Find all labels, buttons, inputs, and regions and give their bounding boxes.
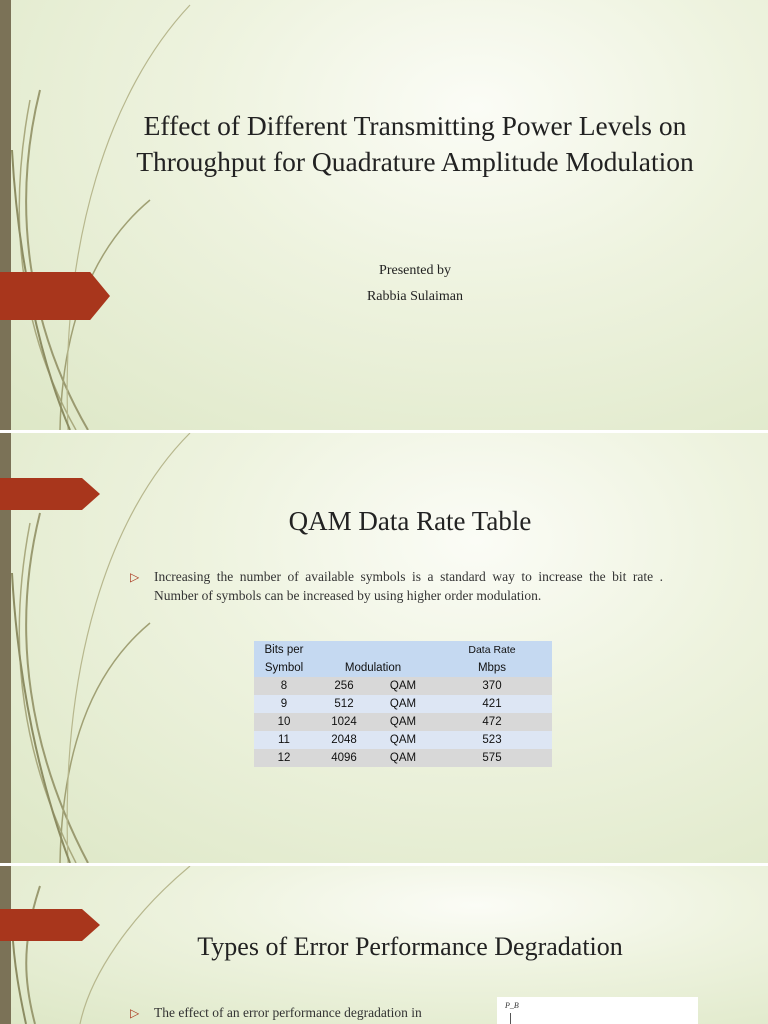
cell-rate: 421 <box>432 695 552 713</box>
slide-title: Types of Error Performance Degradation <box>197 932 623 961</box>
cell-type: QAM <box>374 731 432 749</box>
header-modulation: Modulation <box>314 659 432 677</box>
cell-bits: 9 <box>254 695 314 713</box>
bullet-item <box>130 1003 490 1022</box>
header-mbps: Mbps <box>432 659 552 677</box>
table-row <box>254 695 552 713</box>
slide-edge-bar <box>0 866 11 1024</box>
table-row <box>254 713 552 731</box>
cell-bits: 10 <box>254 713 314 731</box>
error-degradation-slide <box>0 866 768 1024</box>
header-bits-per: Bits per <box>254 641 314 659</box>
cell-type: QAM <box>374 677 432 695</box>
table-header-row <box>254 659 552 677</box>
table-header-row <box>254 641 552 659</box>
cell-order: 512 <box>314 695 374 713</box>
slide-title: Effect of Different Transmitting Power Levels on Throughput for Quadrature Amplitude Modulation <box>136 110 694 177</box>
arrow-bullet-icon: ▷ <box>130 1006 140 1020</box>
table-row <box>254 677 552 695</box>
cell-rate: 472 <box>432 713 552 731</box>
bullet-text: The effect of an error performance degradation in <box>154 1005 422 1020</box>
cell-bits: 8 <box>254 677 314 695</box>
cell-bits: 12 <box>254 749 314 767</box>
cell-order: 2048 <box>314 731 374 749</box>
title-slide <box>0 0 768 430</box>
cell-rate: 370 <box>432 677 552 695</box>
error-probability-figure <box>497 997 698 1024</box>
table-row <box>254 749 552 767</box>
header-data-rate: Data Rate <box>432 641 552 659</box>
qam-data-rate-table <box>254 641 552 767</box>
arrow-bullet-icon: ▷ <box>130 570 140 584</box>
table-row <box>254 731 552 749</box>
cell-rate: 575 <box>432 749 552 767</box>
header-symbol: Symbol <box>254 659 314 677</box>
cell-type: QAM <box>374 749 432 767</box>
presenter-name: Rabbia Sulaiman <box>366 289 464 304</box>
accent-arrow-tab <box>0 478 100 510</box>
cell-order: 4096 <box>314 749 374 767</box>
accent-arrow-tab <box>0 272 110 320</box>
cell-bits: 11 <box>254 731 314 749</box>
qam-data-rate-slide <box>0 433 768 863</box>
bullet-text: Increasing the number of available symbols is a standard way to increase the bit rate . Number of symbols can be increased by using higher order modulation. <box>154 569 663 603</box>
cell-order: 256 <box>314 677 374 695</box>
accent-arrow-tab <box>0 909 100 941</box>
cell-type: QAM <box>374 713 432 731</box>
bullet-item <box>130 567 663 605</box>
cell-order: 1024 <box>314 713 374 731</box>
cell-type: QAM <box>374 695 432 713</box>
cell-rate: 523 <box>432 731 552 749</box>
figure-axis-label: P_B <box>505 1001 519 1010</box>
slide-edge-bar <box>0 0 11 430</box>
decorative-swoosh <box>0 0 200 430</box>
figure-axis-line <box>510 1013 511 1024</box>
slide-title: QAM Data Rate Table <box>288 506 532 536</box>
presented-by-label: Presented by <box>379 263 451 278</box>
